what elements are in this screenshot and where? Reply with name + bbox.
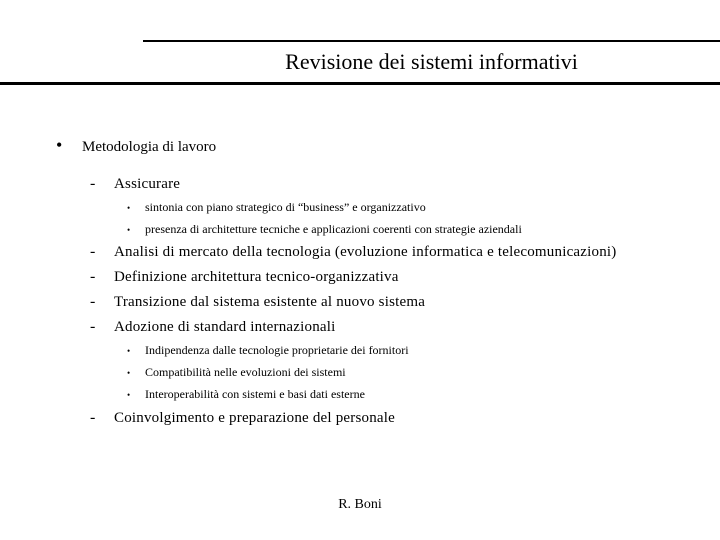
sub-bullet-label: sintonia con piano strategico di “business” e organizzativo bbox=[145, 200, 426, 214]
sub-bullet-label: Indipendenza dalle tecnologie proprietarie dei fornitori bbox=[145, 343, 409, 357]
bullet-item-label: Definizione architettura tecnico-organizzativa bbox=[114, 269, 399, 285]
bullet-dot-icon: • bbox=[127, 225, 131, 235]
bullet-item-label: Analisi di mercato della tecnologia (evoluzione informatica e telecomunicazioni) bbox=[114, 244, 617, 260]
sub-bullet-label: Interoperabilità con sistemi e basi dati esterne bbox=[145, 387, 365, 401]
bullet-item-label: Coinvolgimento e preparazione del personale bbox=[114, 410, 396, 426]
slide-footer: R. Boni bbox=[338, 497, 382, 512]
bullet-main-label: Metodologia di lavoro bbox=[82, 139, 217, 155]
dash-marker-icon: - bbox=[90, 293, 96, 310]
bullet-dot-icon: • bbox=[127, 368, 131, 378]
bullet-item-label: Adozione di standard internazionali bbox=[114, 319, 336, 335]
title-bottom-rule bbox=[0, 82, 720, 85]
title-top-rule bbox=[143, 40, 720, 42]
bullet-dot-icon: • bbox=[127, 346, 131, 356]
dash-marker-icon: - bbox=[90, 243, 96, 260]
dash-marker-icon: - bbox=[90, 175, 96, 192]
bullet-dot-icon: • bbox=[56, 135, 63, 155]
dash-marker-icon: - bbox=[90, 409, 96, 426]
bullet-item-label: Transizione dal sistema esistente al nuovo sistema bbox=[114, 294, 426, 310]
bullet-item-label: Assicurare bbox=[114, 176, 181, 192]
slide-title: Revisione dei sistemi informativi bbox=[285, 49, 578, 74]
bullet-dot-icon: • bbox=[127, 390, 131, 400]
dash-marker-icon: - bbox=[90, 318, 96, 335]
dash-marker-icon: - bbox=[90, 268, 96, 285]
bullet-dot-icon: • bbox=[127, 203, 131, 213]
sub-bullet-label: Compatibilità nelle evoluzioni dei sistemi bbox=[145, 365, 346, 379]
sub-bullet-label: presenza di architetture tecniche e applicazioni coerenti con strategie aziendali bbox=[145, 222, 522, 236]
